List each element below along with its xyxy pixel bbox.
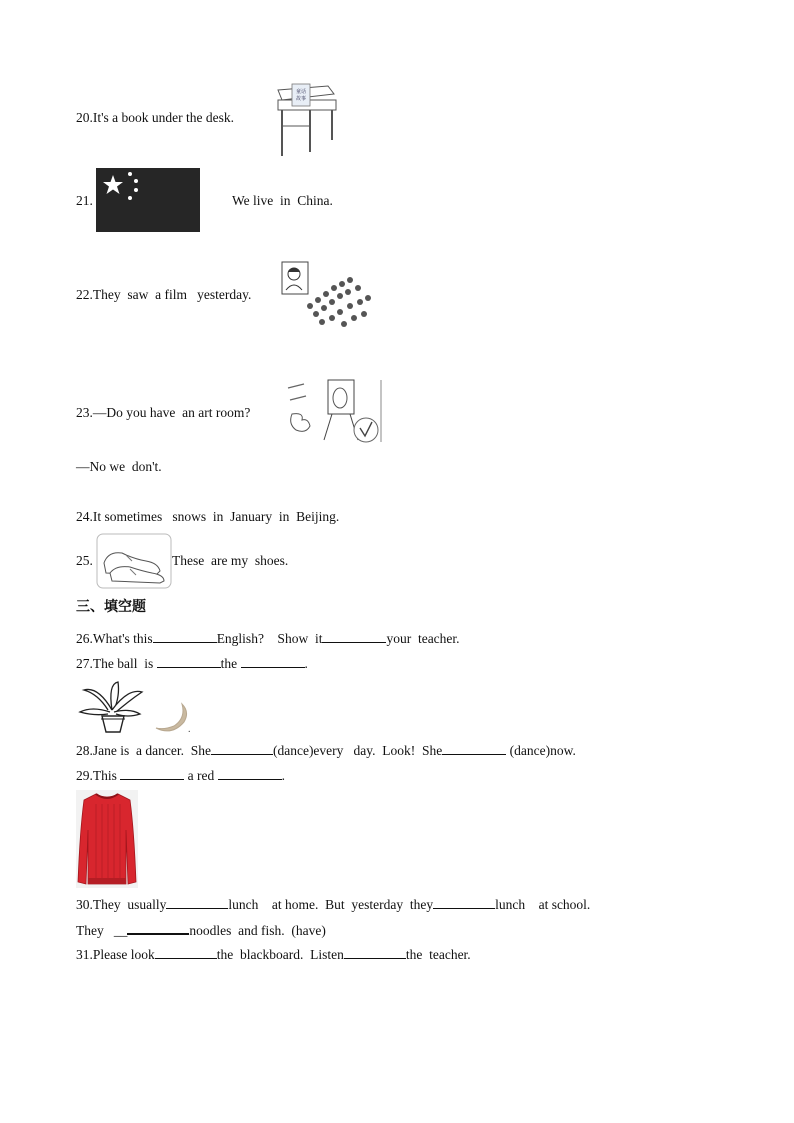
q26-text-a: 26.What's this [76, 631, 153, 646]
ball-icon [150, 700, 194, 736]
question-26 [76, 630, 460, 647]
answer-blank[interactable] [127, 921, 189, 935]
q31-text-b: the blackboard. Listen [216, 947, 344, 962]
answer-blank[interactable] [344, 946, 406, 959]
question-29 [76, 767, 285, 784]
q29-text-c: . [281, 768, 285, 783]
q28-text-b: (dance)every day. Look! She [272, 743, 443, 758]
answer-blank[interactable] [157, 655, 221, 668]
shoes-icon [96, 533, 172, 589]
art-room-icon [284, 378, 382, 444]
svg-text:童话: 童话 [295, 89, 307, 95]
answer-blank[interactable] [155, 946, 217, 959]
q30-text-c: lunch at school. [495, 897, 591, 912]
q31-text-c: the teacher. [405, 947, 471, 962]
question-21-number: 21. [76, 193, 93, 208]
red-sweater-icon [76, 790, 138, 888]
answer-blank[interactable] [433, 896, 495, 909]
q28-text-a: 28.Jane is a dancer. She [76, 743, 211, 758]
answer-blank[interactable] [218, 767, 282, 780]
q31-text-a: 31.Please look [76, 947, 155, 962]
q30-text-d: They __ [76, 923, 128, 938]
q30-text-b: lunch at home. But yesterday they [228, 897, 434, 912]
answer-blank[interactable] [166, 896, 228, 909]
question-30 [76, 896, 590, 913]
question-30-line-2 [76, 921, 326, 939]
section-heading: 三、填空题 [76, 599, 146, 615]
answer-blank[interactable] [442, 742, 506, 755]
cinema-audience-icon [280, 260, 374, 330]
svg-text:.: . [188, 724, 191, 735]
q30-text-e: noodles and fish. (have) [189, 923, 326, 938]
answer-blank[interactable] [153, 630, 217, 643]
question-21-text: We live in China. [232, 193, 333, 208]
question-23: 23.—Do you have an art room? [76, 405, 251, 420]
question-27 [76, 655, 308, 672]
q26-text-c: your teacher. [386, 631, 460, 646]
svg-text:故事: 故事 [295, 96, 307, 102]
question-20: 20.It's a book under the desk. [76, 110, 235, 125]
q26-text-b: English? Show it [216, 631, 323, 646]
q27-text-b: the [220, 656, 241, 671]
question-23-answer: —No we don't. [76, 459, 162, 474]
desk-with-book-icon [270, 80, 338, 158]
potted-plant-icon [78, 680, 146, 734]
q29-text-a: 29.This [76, 768, 121, 783]
answer-blank[interactable] [241, 655, 305, 668]
q29-text-b: a red [184, 768, 218, 783]
question-22: 22.They saw a film yesterday. [76, 287, 252, 302]
question-25-number: 25. [76, 553, 93, 568]
q27-text-a: 27.The ball is [76, 656, 157, 671]
question-24: 24.It sometimes snows in January in Beijing. [76, 509, 340, 524]
question-25-text: These are my shoes. [172, 553, 289, 568]
question-28 [76, 742, 576, 759]
q30-text-a: 30.They usually [76, 897, 167, 912]
answer-blank[interactable] [322, 630, 386, 643]
q27-text-c: . [304, 656, 308, 671]
q28-text-c: (dance)now. [506, 743, 576, 758]
china-flag-icon [96, 168, 200, 232]
answer-blank[interactable] [211, 742, 273, 755]
answer-blank[interactable] [120, 767, 184, 780]
question-31 [76, 946, 471, 963]
